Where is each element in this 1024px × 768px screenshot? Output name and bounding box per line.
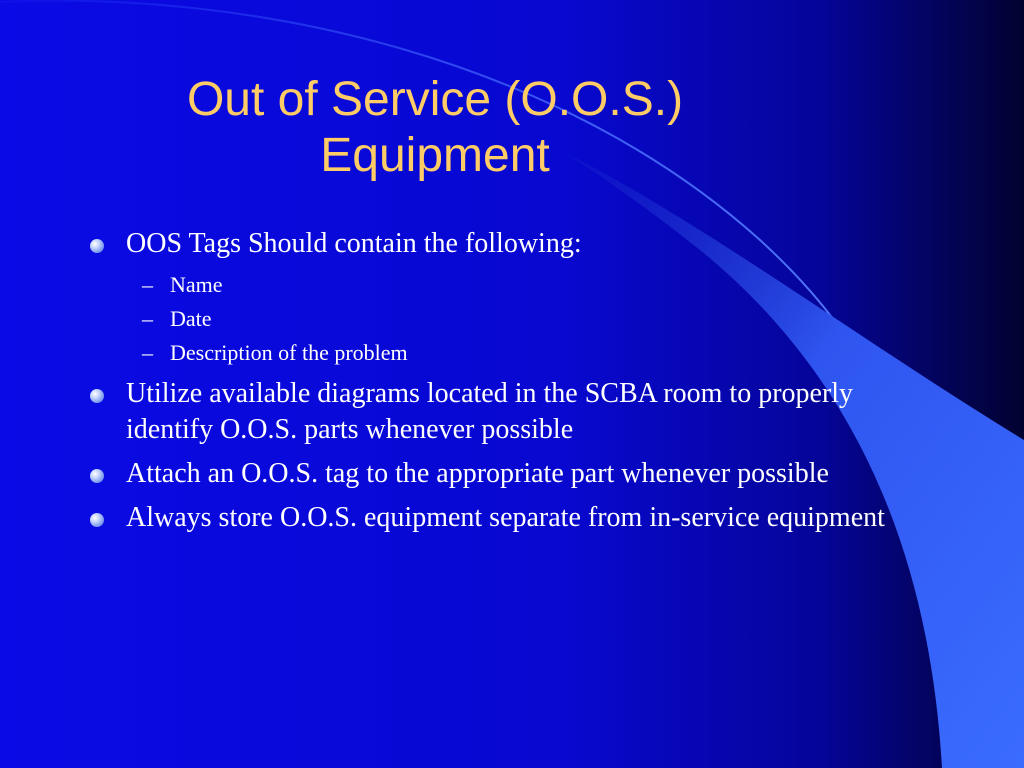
sub-bullet-item [90, 338, 920, 368]
sub-bullet-item [90, 270, 920, 300]
bullet-item [90, 226, 920, 262]
sub-bullet-text: Description of the problem [170, 340, 408, 365]
bullet-text: OOS Tags Should contain the following: [126, 228, 582, 259]
bullet-text: Attach an O.O.S. tag to the appropriate part whenever possible [126, 458, 829, 489]
title-line-2: Equipment [320, 129, 550, 182]
dash-icon: – [142, 306, 153, 331]
bullet-dot-icon [90, 389, 104, 403]
sub-bullet-item [90, 304, 920, 334]
sub-bullet-text: Name [170, 272, 223, 297]
title-line-1: Out of Service (O.O.S.) [186, 73, 684, 126]
bullet-text: Always store O.O.S. equipment separate from in-service equipment [126, 502, 885, 533]
sub-bullet-text: Date [170, 306, 212, 331]
bullet-item [90, 376, 920, 448]
dash-icon: – [142, 272, 153, 297]
slide-title [0, 72, 870, 184]
dash-icon: – [142, 340, 153, 365]
sub-bullet-list [90, 270, 920, 368]
bullet-dot-icon [90, 469, 104, 483]
bullet-text: Utilize available diagrams located in the SCBA room to properly identify O.O.S. parts whenever possible [126, 378, 854, 445]
bullet-list [90, 226, 920, 544]
bullet-dot-icon [90, 239, 104, 253]
bullet-item [90, 456, 920, 492]
bullet-dot-icon [90, 513, 104, 527]
bullet-item [90, 500, 920, 536]
